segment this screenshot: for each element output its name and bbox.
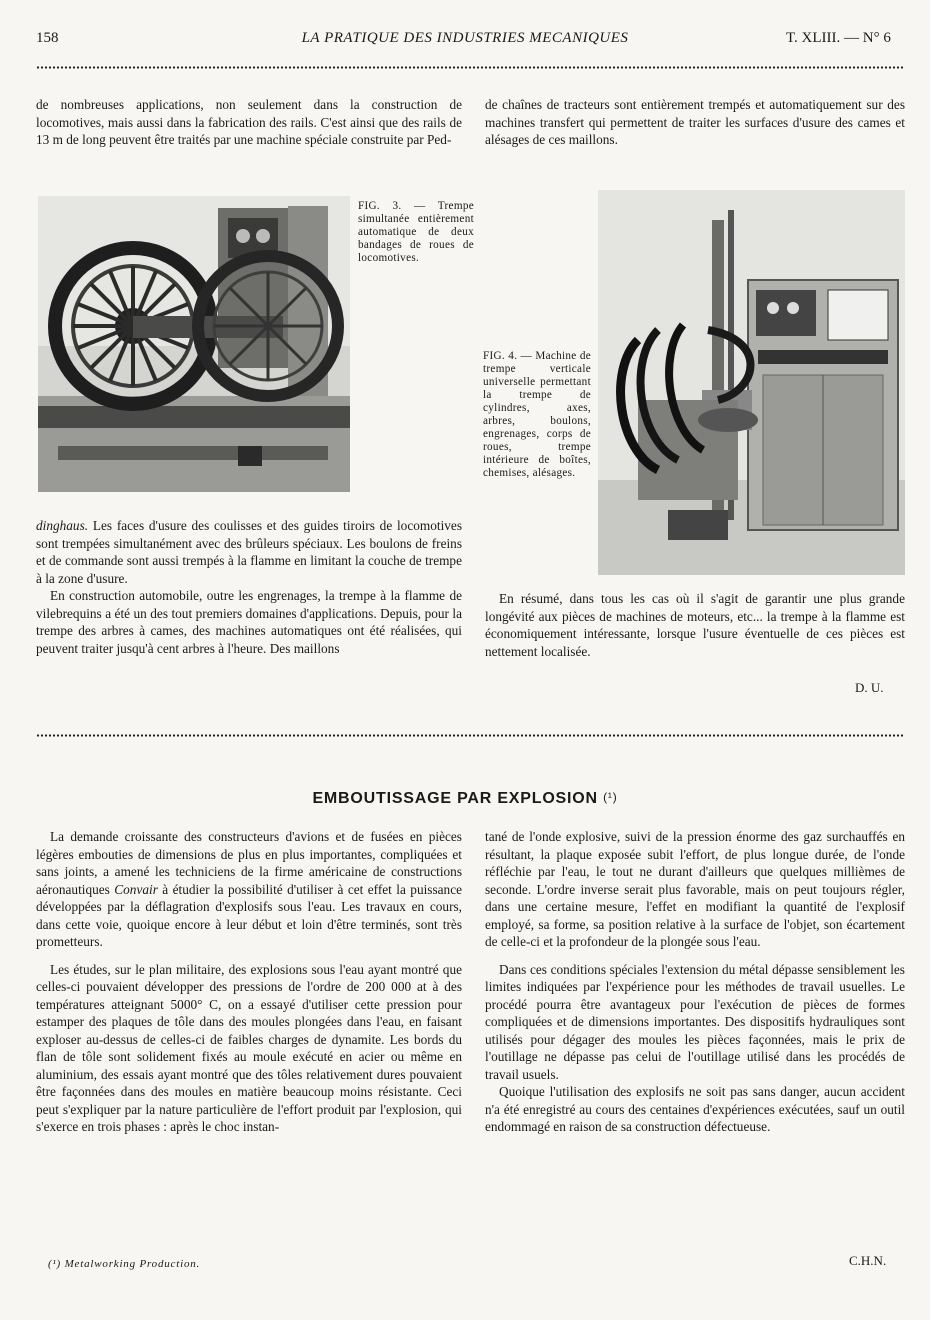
author-name-italic: dinghaus. bbox=[36, 518, 89, 533]
fig4-caption: FIG. 4. — Machine de trempe verticale universelle permettant la trempe de cylindres, axes, arbres, boulons, engrenages, corps de roues, trempe intérieure de boîtes, chemises, alésages. bbox=[483, 350, 591, 479]
journal-title: LA PRATIQUE DES INDUSTRIES MECANIQUES bbox=[301, 30, 629, 46]
issue-number: T. XLIII. — N° 6 bbox=[786, 30, 891, 46]
fig3-photo bbox=[38, 196, 350, 492]
article2-signature: C.H.N. bbox=[849, 1253, 887, 1268]
locomotive-wheels-machine-image bbox=[38, 196, 350, 492]
fig3-caption: FIG. 3. — Trempe simultanée entièrement automatique de deux bandages de roues de locomotives. bbox=[358, 200, 474, 264]
company-name-italic: Convair bbox=[114, 881, 158, 897]
fig4-photo bbox=[598, 190, 905, 575]
page-number: 158 bbox=[36, 30, 59, 46]
article1-right-conclusion: En résumé, dans tous les cas où il s'agit de garantir une plus grande longévité aux pièces de machines de moteurs, etc... la trempe à la flamme est économiquement intéressante, lorsque l'usure éventuelle de ces pièces est nettement localisée. bbox=[485, 591, 905, 659]
article2-right-column: tané de l'onde explosive, suivi de la pression énorme des gaz surchauffés en résultant, la plaque exposée subit l'effort, de plus longue durée, de l'onde réfléchie par l'eau, le tout ne durant d'ailleurs que quelques millièmes de seconde. L'ordre inverse serait plus favorable, mais on peut toujours régler, dans une certaine mesure, l'effet en modifiant la quantité de l'explosif employé, sa forme, sa position relative à la surface de l'objet, son écartement de celle-ci et la profondeur de la plongée sous l'eau. Dans ces conditions spéciales l'extension du métal dépasse sensiblement les limites indiquées par l'expérience pour les méthodes de travail usuelles. Le procédé pourra être avantageux pour l'exécution de pièces de formes compliquées et de dimensions importantes. Des dispositifs hydrauliques sont utilisés pour dégager des moules les pièces façonnées, mais le prix de l'outillage ne dépasse pas celui de l'outillage utilisé dans les procédés de travail usuels. Quoique l'utilisation des explosifs ne soit pas sans danger, aucun accident n'a été enregistré au cours des centaines d'expériences exécutées, sauf un outil endommagé en raison de sa construction défectueuse. bbox=[485, 829, 905, 1134]
article2-title: EMBOUTISSAGE PAR EXPLOSION $^{(^1)}$ bbox=[312, 790, 618, 807]
article1-left-body: dinghaus. Les faces d'usure des coulisses et des guides tiroirs de locomotives sont trempées simultanément avec des brûleurs spéciaux. Les boulons de freins et de commande sont aussi trempés à la flamme en limitant la couche de trempe à la zone d'usure. En construction automobile, outre les engrenages, la trempe à la flamme de vilebrequins a été un des tout premiers domaines d'applications. Depuis, pour la trempe des arbres à cames, des machines automatiques ont été réalisées, qui peuvent traiter jusqu'à cent arbres à l'heure. Des maillons bbox=[36, 518, 462, 656]
article1-left-intro: de nombreuses applications, non seulement dans la construction de locomotives, mais aussi dans la fabrication des rails. C'est ainsi que des rails de 13 m de long peuvent être traités par une machine spéciale construite par Ped- bbox=[36, 97, 462, 147]
article1-right-intro: de chaînes de tracteurs sont entièrement trempés et automatiquement sur des machines transfert qui permettent de traiter les surfaces d'usure des cames et alésages de ces maillons. bbox=[485, 97, 905, 147]
article1-signature: D. U. bbox=[855, 680, 884, 695]
vertical-hardening-machine-image bbox=[598, 190, 905, 575]
footnote: (¹) Metalworking Production. bbox=[48, 1258, 201, 1270]
article-divider bbox=[36, 734, 904, 737]
article2-left-column: La demande croissante des constructeurs d'avions et de fusées en pièces légères embouties de dimensions de plus en plus importantes, compliquées et sans joints, a amené les techniciens de la firme américaine de constructions aéronautiques Convair à étudier la possibilité d'utiliser à cet effet la puissance développées par la déflagration d'explosifs sous l'eau. Les travaux en cours, dans cette voie, quoique encore à leur début et loin d'être terminés, sont très prometteurs. Les études, sur le plan militaire, des explosions sous l'eau ayant montré que celles-ci pouvaient développer des pressions de l'ordre de 200 000 at à des températures atteignant 5000° C, on a essayé d'utiliser cette pression pour estamper des plaques de tôle dans des moules plongées dans l'eau, en faisant exploser au-dessus de celles-ci de faibles charges de dynamite. Les bords du flan de tôle sont solidement fixés au moule exécuté en acier ou même en aluminium, des essais ayant montré que des tôles relativement dures pouvaient être façonnées dans des moules en matière beaucoup moins résistante. Ceci peut s'expliquer par la nature particulière de l'effort produit par l'explosion, qui s'exerce en trois phases : après le choc instan- bbox=[36, 829, 463, 1134]
header-divider bbox=[36, 66, 904, 69]
title-footnote-ref: (¹) bbox=[603, 790, 618, 804]
